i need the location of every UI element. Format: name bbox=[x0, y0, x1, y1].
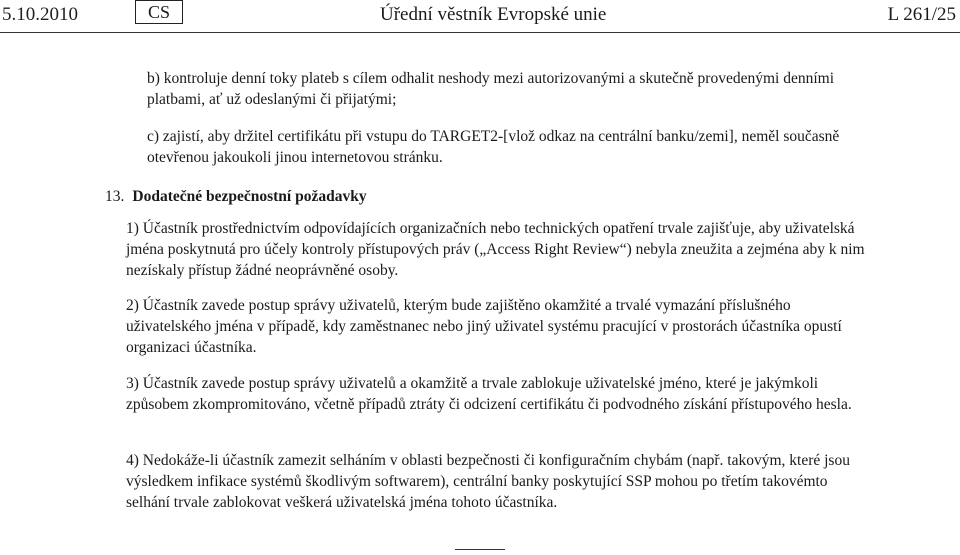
paragraph-item-c: c) zajistí, aby držitel certifikátu při vstupu do TARGET2-[vlož odkaz na centrální banku/zemi], neměl současně otevřenou jakoukoli jinou internetovou stránku. bbox=[147, 128, 840, 166]
header-page-reference: L 261/25 bbox=[887, 4, 956, 25]
paragraph-item-b: b) kontroluje denní toky plateb s cílem odhalit neshody mezi autorizovanými a skutečně provedenými denními platbami, ať už odeslanými či přijatými; bbox=[147, 70, 834, 108]
header-journal-title: Úřední věstník Evropské unie bbox=[380, 4, 607, 25]
numbered-item-4: 4) Nedokáže-li účastník zamezit selháním v oblasti bezpečnosti či konfiguračním chybám (např. takovým, které jsou výsledkem infikace systémů škodlivým softwarem), centrální banky poskytující SSP mohou po třetím takovémto selhání trvale zablokovat veškerá uživatelská jména tohoto účastníka. bbox=[126, 452, 850, 511]
numbered-item-2: 2) Účastník zavede postup správy uživatelů, kterým bude zajištěno okamžité a trvalé vymazání příslušného uživatelského jména v případě, kdy zaměstnanec nebo jiný uživatel systému pracující v prostorách účastníka opustí organizaci účastníka. bbox=[126, 297, 842, 356]
section-number: 13. bbox=[105, 188, 125, 205]
header-language-box: CS bbox=[135, 0, 183, 24]
section-heading bbox=[105, 186, 367, 207]
section-title: Dodatečné bezpečnostní požadavky bbox=[132, 188, 367, 205]
footer-rule bbox=[455, 549, 505, 550]
numbered-item-1: 1) Účastník prostřednictvím odpovídajících organizačních nebo technických opatření trvale zajišťuje, aby uživatelská jména poskytnutá pro účely kontroly přístupových práv („Access Right Review“) nebyla zneužita a zejména aby k nim nezískaly přístup žádné neoprávněné osoby. bbox=[126, 220, 865, 279]
numbered-item-3: 3) Účastník zavede postup správy uživatelů a okamžitě a trvale zablokuje uživatelské jméno, které je jakýmkoli způsobem zkompromitováno, včetně případů ztráty či odcizení certifikátu či podvodného získání přístupového hesla. bbox=[126, 375, 852, 413]
header-date: 5.10.2010 bbox=[2, 4, 78, 25]
